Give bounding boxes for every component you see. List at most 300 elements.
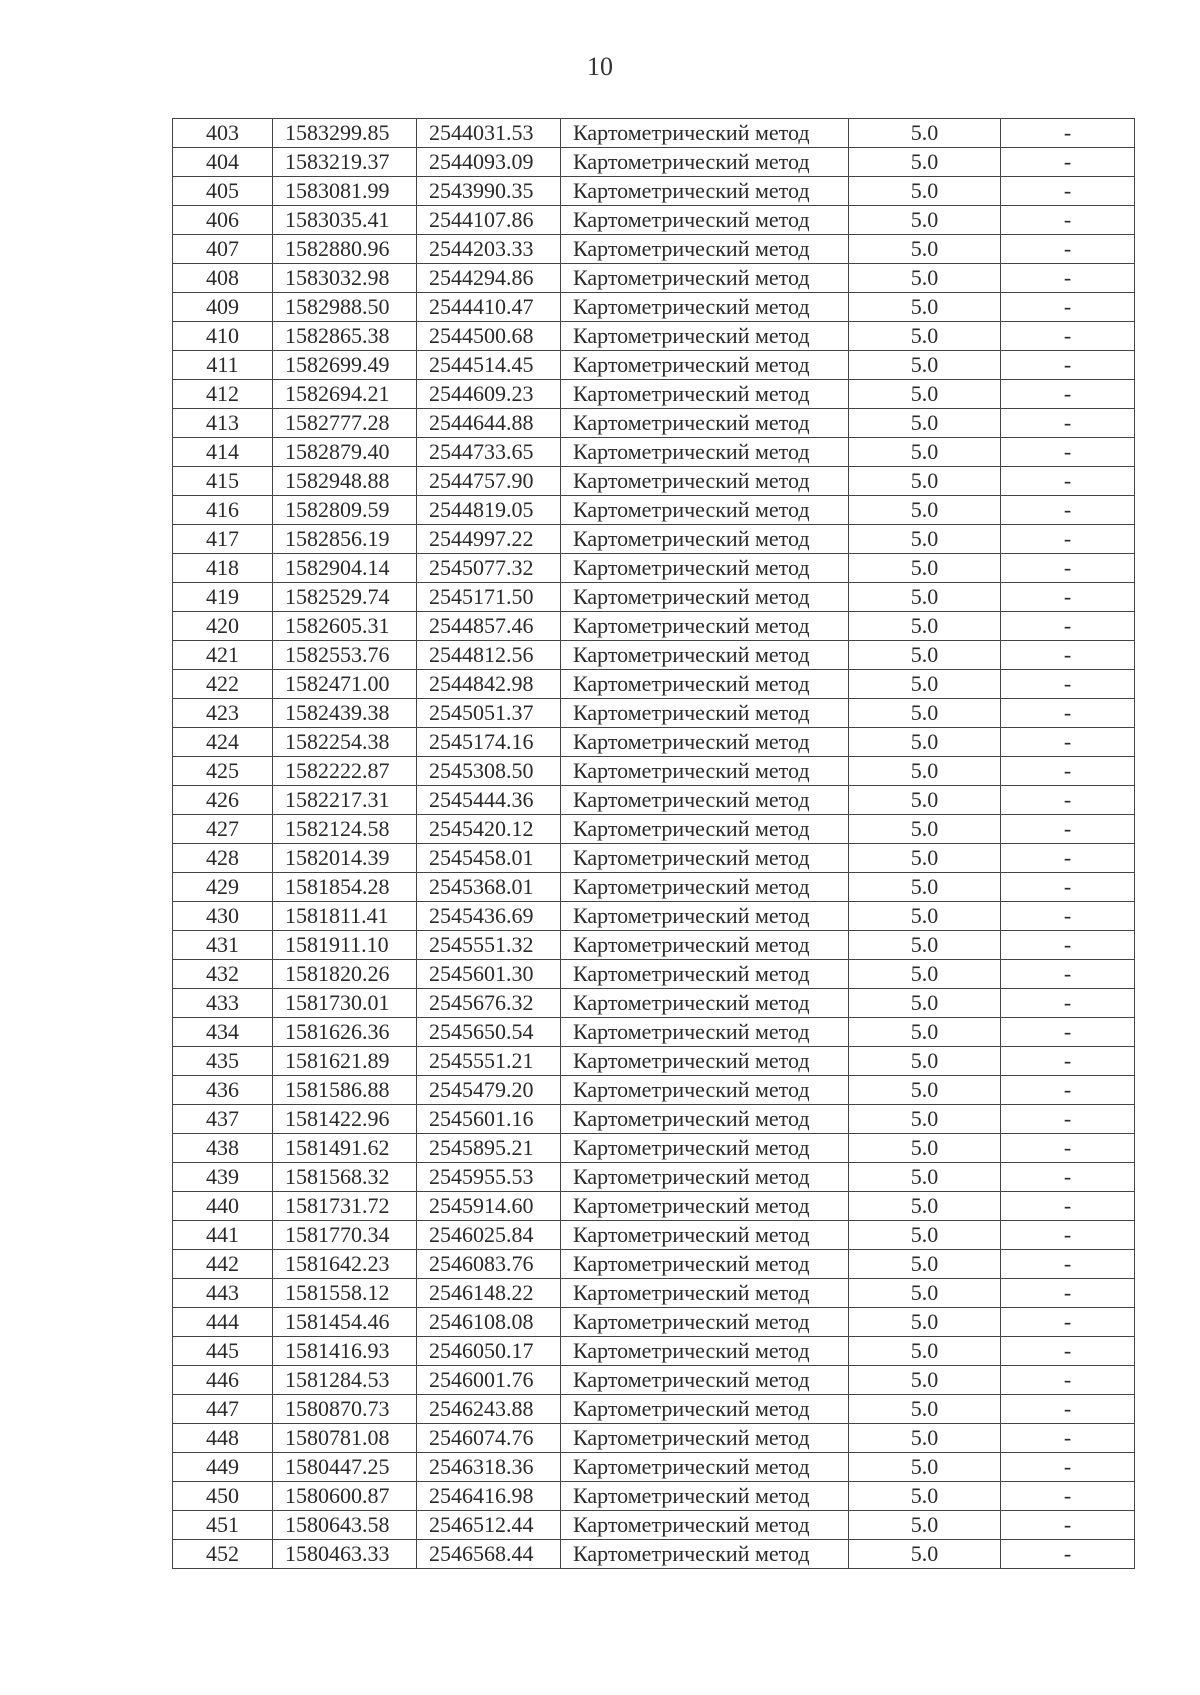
point-number-cell: 435: [173, 1047, 273, 1076]
table-row: [173, 1453, 1135, 1482]
accuracy-cell: 5.0: [849, 1134, 1001, 1163]
accuracy-cell: 5.0: [849, 1192, 1001, 1221]
table-row: [173, 525, 1135, 554]
method-cell: Картометрический метод: [561, 148, 849, 177]
y-coordinate-cell: 2544294.86: [417, 264, 561, 293]
x-coordinate-cell: 1582948.88: [273, 467, 417, 496]
point-number-cell: 442: [173, 1250, 273, 1279]
description-cell: -: [1001, 1482, 1135, 1511]
accuracy-cell: 5.0: [849, 235, 1001, 264]
accuracy-cell: 5.0: [849, 1076, 1001, 1105]
description-cell: -: [1001, 177, 1135, 206]
method-cell: Картометрический метод: [561, 1453, 849, 1482]
x-coordinate-cell: 1583081.99: [273, 177, 417, 206]
accuracy-cell: 5.0: [849, 1511, 1001, 1540]
x-coordinate-cell: 1582865.38: [273, 322, 417, 351]
method-cell: Картометрический метод: [561, 438, 849, 467]
point-number-cell: 412: [173, 380, 273, 409]
table-row: [173, 960, 1135, 989]
accuracy-cell: 5.0: [849, 1424, 1001, 1453]
description-cell: -: [1001, 873, 1135, 902]
y-coordinate-cell: 2544410.47: [417, 293, 561, 322]
table-row: [173, 1540, 1135, 1569]
table-row: [173, 670, 1135, 699]
table-row: [173, 293, 1135, 322]
accuracy-cell: 5.0: [849, 177, 1001, 206]
method-cell: Картометрический метод: [561, 1424, 849, 1453]
accuracy-cell: 5.0: [849, 1105, 1001, 1134]
method-cell: Картометрический метод: [561, 786, 849, 815]
point-number-cell: 423: [173, 699, 273, 728]
method-cell: Картометрический метод: [561, 177, 849, 206]
description-cell: -: [1001, 409, 1135, 438]
y-coordinate-cell: 2544031.53: [417, 119, 561, 148]
x-coordinate-cell: 1582254.38: [273, 728, 417, 757]
x-coordinate-cell: 1582222.87: [273, 757, 417, 786]
table-row: [173, 902, 1135, 931]
table-row: [173, 1076, 1135, 1105]
x-coordinate-cell: 1582777.28: [273, 409, 417, 438]
x-coordinate-cell: 1581820.26: [273, 960, 417, 989]
description-cell: -: [1001, 699, 1135, 728]
method-cell: Картометрический метод: [561, 264, 849, 293]
table-row: [173, 1366, 1135, 1395]
point-number-cell: 404: [173, 148, 273, 177]
table-row: [173, 1511, 1135, 1540]
point-number-cell: 450: [173, 1482, 273, 1511]
table-row: [173, 1047, 1135, 1076]
point-number-cell: 414: [173, 438, 273, 467]
description-cell: -: [1001, 1279, 1135, 1308]
accuracy-cell: 5.0: [849, 1163, 1001, 1192]
x-coordinate-cell: 1581626.36: [273, 1018, 417, 1047]
description-cell: -: [1001, 380, 1135, 409]
x-coordinate-cell: 1581491.62: [273, 1134, 417, 1163]
accuracy-cell: 5.0: [849, 264, 1001, 293]
table-row: [173, 641, 1135, 670]
x-coordinate-cell: 1581731.72: [273, 1192, 417, 1221]
point-number-cell: 431: [173, 931, 273, 960]
y-coordinate-cell: 2546083.76: [417, 1250, 561, 1279]
table-row: [173, 1105, 1135, 1134]
description-cell: -: [1001, 931, 1135, 960]
table-row: [173, 844, 1135, 873]
accuracy-cell: 5.0: [849, 1018, 1001, 1047]
table-row: [173, 931, 1135, 960]
x-coordinate-cell: 1582694.21: [273, 380, 417, 409]
table-row: [173, 119, 1135, 148]
accuracy-cell: 5.0: [849, 931, 1001, 960]
y-coordinate-cell: 2544997.22: [417, 525, 561, 554]
point-number-cell: 405: [173, 177, 273, 206]
accuracy-cell: 5.0: [849, 960, 1001, 989]
accuracy-cell: 5.0: [849, 612, 1001, 641]
accuracy-cell: 5.0: [849, 467, 1001, 496]
accuracy-cell: 5.0: [849, 1279, 1001, 1308]
x-coordinate-cell: 1581284.53: [273, 1366, 417, 1395]
y-coordinate-cell: 2544203.33: [417, 235, 561, 264]
x-coordinate-cell: 1583032.98: [273, 264, 417, 293]
y-coordinate-cell: 2544812.56: [417, 641, 561, 670]
accuracy-cell: 5.0: [849, 293, 1001, 322]
y-coordinate-cell: 2543990.35: [417, 177, 561, 206]
description-cell: -: [1001, 989, 1135, 1018]
accuracy-cell: 5.0: [849, 351, 1001, 380]
x-coordinate-cell: 1581621.89: [273, 1047, 417, 1076]
accuracy-cell: 5.0: [849, 757, 1001, 786]
point-number-cell: 447: [173, 1395, 273, 1424]
x-coordinate-cell: 1581422.96: [273, 1105, 417, 1134]
accuracy-cell: 5.0: [849, 1395, 1001, 1424]
point-number-cell: 449: [173, 1453, 273, 1482]
method-cell: Картометрический метод: [561, 554, 849, 583]
accuracy-cell: 5.0: [849, 525, 1001, 554]
accuracy-cell: 5.0: [849, 148, 1001, 177]
point-number-cell: 410: [173, 322, 273, 351]
description-cell: -: [1001, 902, 1135, 931]
table-row: [173, 1163, 1135, 1192]
point-number-cell: 439: [173, 1163, 273, 1192]
description-cell: -: [1001, 815, 1135, 844]
description-cell: -: [1001, 960, 1135, 989]
point-number-cell: 441: [173, 1221, 273, 1250]
method-cell: Картометрический метод: [561, 380, 849, 409]
table-row: [173, 1134, 1135, 1163]
x-coordinate-cell: 1582880.96: [273, 235, 417, 264]
y-coordinate-cell: 2544644.88: [417, 409, 561, 438]
y-coordinate-cell: 2545420.12: [417, 815, 561, 844]
x-coordinate-cell: 1581568.32: [273, 1163, 417, 1192]
method-cell: Картометрический метод: [561, 989, 849, 1018]
description-cell: -: [1001, 786, 1135, 815]
description-cell: -: [1001, 235, 1135, 264]
x-coordinate-cell: 1580643.58: [273, 1511, 417, 1540]
y-coordinate-cell: 2546108.08: [417, 1308, 561, 1337]
accuracy-cell: 5.0: [849, 1540, 1001, 1569]
y-coordinate-cell: 2546318.36: [417, 1453, 561, 1482]
point-number-cell: 440: [173, 1192, 273, 1221]
y-coordinate-cell: 2544093.09: [417, 148, 561, 177]
table-row: [173, 264, 1135, 293]
x-coordinate-cell: 1583035.41: [273, 206, 417, 235]
method-cell: Картометрический метод: [561, 1076, 849, 1105]
method-cell: Картометрический метод: [561, 641, 849, 670]
description-cell: -: [1001, 351, 1135, 380]
method-cell: Картометрический метод: [561, 873, 849, 902]
table-row: [173, 786, 1135, 815]
accuracy-cell: 5.0: [849, 1366, 1001, 1395]
table-row: [173, 583, 1135, 612]
y-coordinate-cell: 2546001.76: [417, 1366, 561, 1395]
point-number-cell: 408: [173, 264, 273, 293]
y-coordinate-cell: 2546148.22: [417, 1279, 561, 1308]
x-coordinate-cell: 1582217.31: [273, 786, 417, 815]
y-coordinate-cell: 2545914.60: [417, 1192, 561, 1221]
x-coordinate-cell: 1582904.14: [273, 554, 417, 583]
x-coordinate-cell: 1582856.19: [273, 525, 417, 554]
description-cell: -: [1001, 148, 1135, 177]
y-coordinate-cell: 2545895.21: [417, 1134, 561, 1163]
description-cell: -: [1001, 1105, 1135, 1134]
method-cell: Картометрический метод: [561, 1192, 849, 1221]
method-cell: Картометрический метод: [561, 902, 849, 931]
y-coordinate-cell: 2545308.50: [417, 757, 561, 786]
y-coordinate-cell: 2544842.98: [417, 670, 561, 699]
table-row: [173, 1192, 1135, 1221]
method-cell: Картометрический метод: [561, 206, 849, 235]
accuracy-cell: 5.0: [849, 1308, 1001, 1337]
point-number-cell: 430: [173, 902, 273, 931]
y-coordinate-cell: 2545479.20: [417, 1076, 561, 1105]
description-cell: -: [1001, 554, 1135, 583]
accuracy-cell: 5.0: [849, 206, 1001, 235]
table-row: [173, 322, 1135, 351]
x-coordinate-cell: 1582879.40: [273, 438, 417, 467]
accuracy-cell: 5.0: [849, 1250, 1001, 1279]
description-cell: -: [1001, 1192, 1135, 1221]
y-coordinate-cell: 2544733.65: [417, 438, 561, 467]
method-cell: Картометрический метод: [561, 1395, 849, 1424]
point-number-cell: 448: [173, 1424, 273, 1453]
x-coordinate-cell: 1580447.25: [273, 1453, 417, 1482]
y-coordinate-cell: 2545551.21: [417, 1047, 561, 1076]
accuracy-cell: 5.0: [849, 1453, 1001, 1482]
point-number-cell: 438: [173, 1134, 273, 1163]
point-number-cell: 411: [173, 351, 273, 380]
x-coordinate-cell: 1582809.59: [273, 496, 417, 525]
method-cell: Картометрический метод: [561, 583, 849, 612]
accuracy-cell: 5.0: [849, 438, 1001, 467]
y-coordinate-cell: 2546074.76: [417, 1424, 561, 1453]
method-cell: Картометрический метод: [561, 670, 849, 699]
x-coordinate-cell: 1582124.58: [273, 815, 417, 844]
point-number-cell: 437: [173, 1105, 273, 1134]
description-cell: -: [1001, 1134, 1135, 1163]
point-number-cell: 421: [173, 641, 273, 670]
description-cell: -: [1001, 206, 1135, 235]
method-cell: Картометрический метод: [561, 1366, 849, 1395]
y-coordinate-cell: 2545436.69: [417, 902, 561, 931]
accuracy-cell: 5.0: [849, 728, 1001, 757]
accuracy-cell: 5.0: [849, 670, 1001, 699]
description-cell: -: [1001, 757, 1135, 786]
point-number-cell: 406: [173, 206, 273, 235]
point-number-cell: 446: [173, 1366, 273, 1395]
method-cell: Картометрический метод: [561, 612, 849, 641]
accuracy-cell: 5.0: [849, 989, 1001, 1018]
accuracy-cell: 5.0: [849, 554, 1001, 583]
table-row: [173, 728, 1135, 757]
y-coordinate-cell: 2546568.44: [417, 1540, 561, 1569]
description-cell: -: [1001, 1076, 1135, 1105]
point-number-cell: 426: [173, 786, 273, 815]
description-cell: -: [1001, 1540, 1135, 1569]
table-row: [173, 699, 1135, 728]
method-cell: Картометрический метод: [561, 525, 849, 554]
point-number-cell: 415: [173, 467, 273, 496]
table-row: [173, 1337, 1135, 1366]
table-row: [173, 1424, 1135, 1453]
y-coordinate-cell: 2546025.84: [417, 1221, 561, 1250]
method-cell: Картометрический метод: [561, 119, 849, 148]
point-number-cell: 409: [173, 293, 273, 322]
x-coordinate-cell: 1582699.49: [273, 351, 417, 380]
table-row: [173, 351, 1135, 380]
x-coordinate-cell: 1581454.46: [273, 1308, 417, 1337]
table-row: [173, 1279, 1135, 1308]
table-row: [173, 1395, 1135, 1424]
accuracy-cell: 5.0: [849, 1337, 1001, 1366]
x-coordinate-cell: 1581642.23: [273, 1250, 417, 1279]
y-coordinate-cell: 2545676.32: [417, 989, 561, 1018]
accuracy-cell: 5.0: [849, 119, 1001, 148]
description-cell: -: [1001, 728, 1135, 757]
description-cell: -: [1001, 1395, 1135, 1424]
x-coordinate-cell: 1580870.73: [273, 1395, 417, 1424]
description-cell: -: [1001, 467, 1135, 496]
y-coordinate-cell: 2545601.30: [417, 960, 561, 989]
y-coordinate-cell: 2544819.05: [417, 496, 561, 525]
method-cell: Картометрический метод: [561, 699, 849, 728]
table-row: [173, 496, 1135, 525]
y-coordinate-cell: 2545051.37: [417, 699, 561, 728]
y-coordinate-cell: 2545174.16: [417, 728, 561, 757]
method-cell: Картометрический метод: [561, 467, 849, 496]
method-cell: Картометрический метод: [561, 1337, 849, 1366]
method-cell: Картометрический метод: [561, 1482, 849, 1511]
accuracy-cell: 5.0: [849, 583, 1001, 612]
accuracy-cell: 5.0: [849, 1482, 1001, 1511]
table-row: [173, 757, 1135, 786]
point-number-cell: 424: [173, 728, 273, 757]
y-coordinate-cell: 2546416.98: [417, 1482, 561, 1511]
point-number-cell: 407: [173, 235, 273, 264]
x-coordinate-cell: 1581730.01: [273, 989, 417, 1018]
point-number-cell: 429: [173, 873, 273, 902]
accuracy-cell: 5.0: [849, 641, 1001, 670]
y-coordinate-cell: 2544857.46: [417, 612, 561, 641]
accuracy-cell: 5.0: [849, 786, 1001, 815]
point-number-cell: 433: [173, 989, 273, 1018]
accuracy-cell: 5.0: [849, 815, 1001, 844]
table-row: [173, 177, 1135, 206]
y-coordinate-cell: 2545171.50: [417, 583, 561, 612]
x-coordinate-cell: 1582605.31: [273, 612, 417, 641]
method-cell: Картометрический метод: [561, 1047, 849, 1076]
y-coordinate-cell: 2546243.88: [417, 1395, 561, 1424]
x-coordinate-cell: 1581911.10: [273, 931, 417, 960]
y-coordinate-cell: 2544757.90: [417, 467, 561, 496]
method-cell: Картометрический метод: [561, 728, 849, 757]
x-coordinate-cell: 1582439.38: [273, 699, 417, 728]
coordinates-table: [172, 118, 1135, 1569]
accuracy-cell: 5.0: [849, 380, 1001, 409]
x-coordinate-cell: 1582553.76: [273, 641, 417, 670]
point-number-cell: 443: [173, 1279, 273, 1308]
method-cell: Картометрический метод: [561, 1511, 849, 1540]
method-cell: Картометрический метод: [561, 1540, 849, 1569]
point-number-cell: 444: [173, 1308, 273, 1337]
point-number-cell: 422: [173, 670, 273, 699]
y-coordinate-cell: 2546050.17: [417, 1337, 561, 1366]
table-row: [173, 989, 1135, 1018]
description-cell: -: [1001, 612, 1135, 641]
x-coordinate-cell: 1581558.12: [273, 1279, 417, 1308]
x-coordinate-cell: 1582529.74: [273, 583, 417, 612]
y-coordinate-cell: 2545444.36: [417, 786, 561, 815]
table-row: [173, 380, 1135, 409]
description-cell: -: [1001, 496, 1135, 525]
method-cell: Картометрический метод: [561, 322, 849, 351]
table-row: [173, 554, 1135, 583]
method-cell: Картометрический метод: [561, 496, 849, 525]
table-row: [173, 409, 1135, 438]
accuracy-cell: 5.0: [849, 844, 1001, 873]
x-coordinate-cell: 1581770.34: [273, 1221, 417, 1250]
method-cell: Картометрический метод: [561, 960, 849, 989]
table-row: [173, 206, 1135, 235]
x-coordinate-cell: 1581854.28: [273, 873, 417, 902]
y-coordinate-cell: 2545551.32: [417, 931, 561, 960]
point-number-cell: 425: [173, 757, 273, 786]
table-row: [173, 815, 1135, 844]
y-coordinate-cell: 2545077.32: [417, 554, 561, 583]
accuracy-cell: 5.0: [849, 902, 1001, 931]
point-number-cell: 413: [173, 409, 273, 438]
table-row: [173, 148, 1135, 177]
x-coordinate-cell: 1580600.87: [273, 1482, 417, 1511]
method-cell: Картометрический метод: [561, 235, 849, 264]
x-coordinate-cell: 1582471.00: [273, 670, 417, 699]
method-cell: Картометрический метод: [561, 1279, 849, 1308]
y-coordinate-cell: 2544514.45: [417, 351, 561, 380]
point-number-cell: 418: [173, 554, 273, 583]
x-coordinate-cell: 1582014.39: [273, 844, 417, 873]
description-cell: -: [1001, 1250, 1135, 1279]
description-cell: -: [1001, 525, 1135, 554]
point-number-cell: 427: [173, 815, 273, 844]
x-coordinate-cell: 1581586.88: [273, 1076, 417, 1105]
point-number-cell: 432: [173, 960, 273, 989]
table-row: [173, 612, 1135, 641]
x-coordinate-cell: 1581811.41: [273, 902, 417, 931]
description-cell: -: [1001, 583, 1135, 612]
method-cell: Картометрический метод: [561, 1018, 849, 1047]
description-cell: -: [1001, 119, 1135, 148]
method-cell: Картометрический метод: [561, 1250, 849, 1279]
point-number-cell: 403: [173, 119, 273, 148]
x-coordinate-cell: 1580781.08: [273, 1424, 417, 1453]
x-coordinate-cell: 1582988.50: [273, 293, 417, 322]
point-number-cell: 416: [173, 496, 273, 525]
point-number-cell: 451: [173, 1511, 273, 1540]
y-coordinate-cell: 2545368.01: [417, 873, 561, 902]
method-cell: Картометрический метод: [561, 1134, 849, 1163]
description-cell: -: [1001, 1511, 1135, 1540]
description-cell: -: [1001, 1047, 1135, 1076]
accuracy-cell: 5.0: [849, 322, 1001, 351]
description-cell: -: [1001, 322, 1135, 351]
y-coordinate-cell: 2545955.53: [417, 1163, 561, 1192]
description-cell: -: [1001, 1453, 1135, 1482]
table-row: [173, 438, 1135, 467]
description-cell: -: [1001, 844, 1135, 873]
description-cell: -: [1001, 1337, 1135, 1366]
table-row: [173, 1482, 1135, 1511]
method-cell: Картометрический метод: [561, 1308, 849, 1337]
y-coordinate-cell: 2545601.16: [417, 1105, 561, 1134]
table-row: [173, 1018, 1135, 1047]
